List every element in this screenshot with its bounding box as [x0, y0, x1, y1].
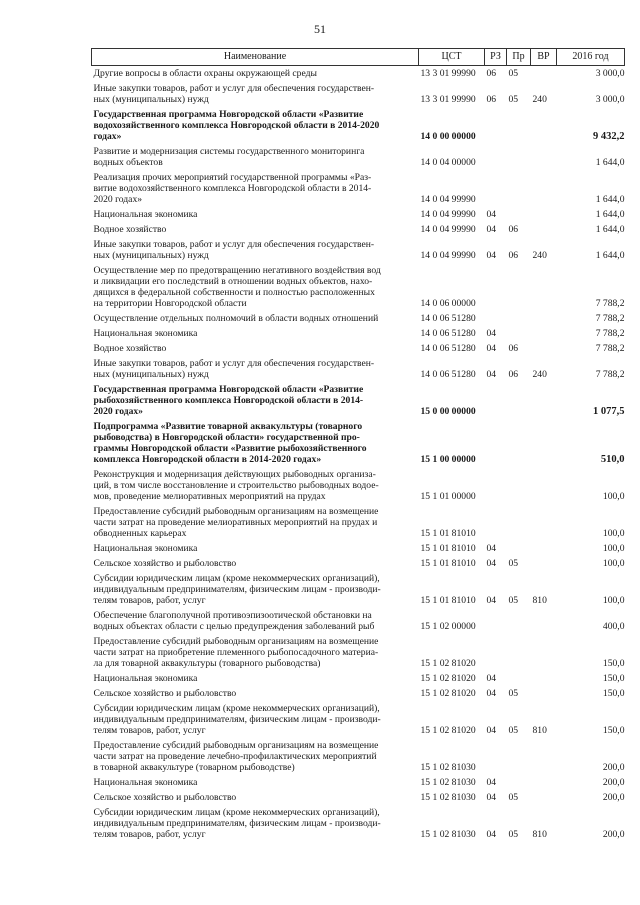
row-name: Государственная программа Новгородской области «Развитие рыбохозяйственного комплекса Новгородской области в 2014- 2020 годах»: [93, 384, 364, 417]
row-pr: [507, 541, 531, 556]
row-name: Государственная программа Новгородской области «Развитие водохозяйственного комплекса Новгородской области в 2014-2020 годах»: [93, 109, 380, 142]
table-row: [92, 326, 625, 341]
row-cst: 15 1 02 81020: [420, 725, 476, 736]
table-row: [92, 144, 625, 170]
row-cst: 14 0 04 00000: [420, 157, 476, 168]
row-pr: [507, 467, 531, 504]
row-cst: 14 0 06 51280: [420, 369, 476, 380]
table-row: [92, 419, 625, 467]
row-rz: [485, 467, 507, 504]
row-cst: 15 0 00 00000: [420, 406, 476, 417]
row-cst: 14 0 00 00000: [420, 131, 476, 142]
row-name: Национальная экономика: [93, 543, 198, 554]
row-name: Предоставление субсидий рыбоводным организациям на возмещение части затрат на проведение мелиоративных мероприятий на прудах и обводненных карьерах: [93, 506, 379, 539]
row-rz: 04: [486, 209, 497, 220]
row-rz: 04: [486, 369, 497, 380]
row-cst: 15 1 02 81030: [420, 792, 476, 803]
row-name: Национальная экономика: [93, 209, 198, 220]
row-amount: 150,0: [602, 658, 625, 669]
row-vr: 240: [532, 94, 547, 105]
row-rz: [485, 263, 507, 311]
row-pr: [507, 738, 531, 775]
row-vr: [531, 263, 557, 311]
row-name: Сельское хозяйство и рыболовство: [93, 558, 237, 569]
row-rz: 04: [486, 595, 497, 606]
table-row: [92, 790, 625, 805]
row-pr: [507, 775, 531, 790]
row-rz: 04: [486, 792, 497, 803]
row-cst: 14 0 04 99990: [420, 250, 476, 261]
row-rz: [485, 738, 507, 775]
row-amount: 150,0: [602, 725, 625, 736]
table-row: [92, 263, 625, 311]
row-amount: 1 644,0: [595, 209, 625, 220]
row-amount: 3 000,0: [595, 94, 625, 105]
row-pr: 05: [508, 792, 519, 803]
row-pr: [507, 263, 531, 311]
row-rz: [485, 107, 507, 144]
row-pr: 05: [508, 94, 519, 105]
row-amount: 1 644,0: [595, 250, 625, 261]
table-row: [92, 382, 625, 419]
row-pr: [507, 671, 531, 686]
row-cst: 15 1 02 81020: [420, 688, 476, 699]
row-vr: [531, 382, 557, 419]
row-rz: 04: [486, 558, 497, 569]
table-row: [92, 107, 625, 144]
row-amount: 100,0: [602, 528, 625, 539]
row-name: Сельское хозяйство и рыболовство: [93, 688, 237, 699]
row-rz: [485, 608, 507, 634]
row-amount: 3 000,0: [595, 68, 625, 79]
row-cst: 15 1 01 81010: [420, 543, 476, 554]
row-amount: 7 788,2: [595, 298, 625, 309]
row-amount: 100,0: [602, 491, 625, 502]
budget-table: [91, 48, 625, 842]
header-pr: Пр: [507, 49, 531, 66]
table-row: [92, 311, 625, 326]
table-row: [92, 237, 625, 263]
row-vr: [531, 107, 557, 144]
row-vr: [531, 311, 557, 326]
row-vr: 240: [532, 250, 547, 261]
row-cst: 13 3 01 99990: [420, 94, 476, 105]
row-pr: 06: [508, 224, 519, 235]
row-rz: 06: [486, 68, 497, 79]
row-rz: [485, 311, 507, 326]
row-name: Иные закупки товаров, работ и услуг для обеспечения государствен- ных (муниципальных) нужд: [93, 83, 375, 105]
row-pr: 05: [508, 688, 519, 699]
row-rz: 04: [486, 250, 497, 261]
row-name: Субсидии юридическим лицам (кроме некоммерческих организаций), индивидуальным предпринимателям, физическим лицам - производи- телям товаров, работ, услуг: [93, 573, 381, 606]
row-vr: [531, 790, 557, 805]
row-amount: 1 644,0: [595, 157, 625, 168]
table-row: [92, 805, 625, 842]
row-pr: 06: [508, 343, 519, 354]
row-rz: 04: [486, 328, 497, 339]
row-name: Национальная экономика: [93, 328, 198, 339]
header-rz: РЗ: [485, 49, 507, 66]
table-row: [92, 356, 625, 382]
row-amount: 7 788,2: [595, 328, 625, 339]
row-name: Субсидии юридическим лицам (кроме некоммерческих организаций), индивидуальным предпринимателям, физическим лицам - производи- телям товаров, работ, услуг: [93, 807, 381, 840]
row-pr: 05: [508, 595, 519, 606]
row-amount: 510,0: [600, 454, 625, 465]
row-name: Национальная экономика: [93, 777, 198, 788]
table-body: [92, 66, 625, 843]
row-pr: [507, 144, 531, 170]
row-rz: 04: [486, 673, 497, 684]
row-vr: [531, 144, 557, 170]
row-name: Иные закупки товаров, работ и услуг для обеспечения государствен- ных (муниципальных) нужд: [93, 358, 375, 380]
row-amount: 7 788,2: [595, 369, 625, 380]
row-vr: [531, 738, 557, 775]
row-vr: [531, 207, 557, 222]
row-vr: [531, 66, 557, 82]
row-pr: [507, 170, 531, 207]
row-vr: [531, 341, 557, 356]
row-vr: [531, 608, 557, 634]
row-amount: 1 644,0: [595, 194, 625, 205]
table-row: [92, 81, 625, 107]
row-amount: 200,0: [602, 792, 625, 803]
row-name: Осуществление отдельных полномочий в области водных отношений: [93, 313, 379, 324]
row-vr: [531, 634, 557, 671]
row-amount: 100,0: [602, 558, 625, 569]
table-header: [92, 49, 625, 66]
row-pr: [507, 382, 531, 419]
page-number: 51: [314, 22, 326, 36]
row-vr: [531, 419, 557, 467]
row-cst: 15 1 02 81030: [420, 829, 476, 840]
row-name: Обеспечение благополучной противоэпизоотической обстановки на водных объектах области с целью предупреждения заболеваний рыб: [93, 610, 375, 632]
row-cst: 15 1 02 81020: [420, 658, 476, 669]
row-cst: 15 1 01 81010: [420, 558, 476, 569]
table-row: [92, 671, 625, 686]
row-rz: [485, 170, 507, 207]
row-cst: 15 1 01 81010: [420, 528, 476, 539]
table-row: [92, 222, 625, 237]
row-name: Водное хозяйство: [93, 224, 167, 235]
row-vr: [531, 671, 557, 686]
row-cst: 15 1 02 81020: [420, 673, 476, 684]
row-amount: 200,0: [602, 777, 625, 788]
row-vr: [531, 504, 557, 541]
row-rz: 04: [486, 725, 497, 736]
row-name: Развитие и модернизация системы государственного мониторинга водных объектов: [93, 146, 365, 168]
row-amount: 200,0: [602, 762, 625, 773]
header-name: Наименование: [92, 49, 419, 66]
table-row: [92, 504, 625, 541]
row-name: Сельское хозяйство и рыболовство: [93, 792, 237, 803]
row-amount: 100,0: [602, 595, 625, 606]
row-name: Реализация прочих мероприятий государственной программы «Раз- витие водохозяйственного комплекса Новгородской области в 2014- 2020 годах»: [93, 172, 372, 205]
row-vr: [531, 775, 557, 790]
table-row: [92, 541, 625, 556]
row-name: Подпрограмма «Развитие товарной аквакультуры (товарного рыбоводства) в Новгородской области» государственной про- граммы Новгородской области «Развитие рыбохозяйственного комплекса Новгородской области в 2014-2020 годах»: [93, 421, 367, 465]
row-vr: [531, 222, 557, 237]
row-rz: 04: [486, 688, 497, 699]
header-vr: ВР: [531, 49, 557, 66]
header-year: 2016 год: [557, 49, 625, 66]
row-cst: 15 1 02 00000: [420, 621, 476, 632]
row-pr: [507, 419, 531, 467]
row-name: Субсидии юридическим лицам (кроме некоммерческих организаций), индивидуальным предпринимателям, физическим лицам - производи- телям товаров, работ, услуг: [93, 703, 381, 736]
row-name: Национальная экономика: [93, 673, 198, 684]
row-rz: 06: [486, 94, 497, 105]
row-cst: 15 1 00 00000: [420, 454, 476, 465]
row-rz: [485, 634, 507, 671]
row-amount: 200,0: [602, 829, 625, 840]
row-rz: 04: [486, 777, 497, 788]
row-amount: 150,0: [602, 673, 625, 684]
row-cst: 14 0 06 00000: [420, 298, 476, 309]
row-rz: 04: [486, 343, 497, 354]
row-pr: 05: [508, 68, 519, 79]
row-cst: 15 1 02 81030: [420, 777, 476, 788]
table-row: [92, 467, 625, 504]
row-vr: [531, 556, 557, 571]
row-pr: 05: [508, 558, 519, 569]
table-row: [92, 701, 625, 738]
row-vr: [531, 467, 557, 504]
row-cst: 14 0 06 51280: [420, 313, 476, 324]
row-cst: 13 3 01 99990: [420, 68, 476, 79]
row-pr: [507, 504, 531, 541]
table-row: [92, 170, 625, 207]
row-amount: 100,0: [602, 543, 625, 554]
row-pr: [507, 207, 531, 222]
table-row: [92, 634, 625, 671]
row-amount: 400,0: [602, 621, 625, 632]
row-vr: 240: [532, 369, 547, 380]
row-rz: [485, 419, 507, 467]
row-cst: 14 0 04 99990: [420, 194, 476, 205]
row-pr: [507, 326, 531, 341]
row-rz: [485, 382, 507, 419]
row-vr: [531, 541, 557, 556]
row-amount: 150,0: [602, 688, 625, 699]
table-row: [92, 207, 625, 222]
table-row: [92, 775, 625, 790]
row-cst: 15 1 02 81030: [420, 762, 476, 773]
row-vr: [531, 326, 557, 341]
table-row: [92, 686, 625, 701]
row-name: Осуществление мер по предотвращению негативного воздействия вод и ликвидации его последствий в отношении водных объектов, нахо- дящихся в федеральной собственности и полностью расположенных на территории Новгородской области: [93, 265, 381, 309]
table-row: [92, 341, 625, 356]
table-row: [92, 608, 625, 634]
row-pr: 06: [508, 250, 519, 261]
row-vr: 810: [532, 829, 547, 840]
row-name: Реконструкция и модернизация действующих рыбоводных организа- ций, в том числе восстановление и строительство рыбоводных водое- мов, проведение мелиоративных мероприятий на прудах: [93, 469, 379, 502]
row-amount: 1 644,0: [595, 224, 625, 235]
row-vr: [531, 170, 557, 207]
row-pr: [507, 107, 531, 144]
row-name: Иные закупки товаров, работ и услуг для обеспечения государствен- ных (муниципальных) нужд: [93, 239, 375, 261]
row-cst: 14 0 04 99990: [420, 224, 476, 235]
row-amount: 1 077,5: [593, 406, 625, 417]
row-cst: 15 1 01 81010: [420, 595, 476, 606]
row-pr: 05: [508, 725, 519, 736]
row-pr: [507, 608, 531, 634]
row-name: Предоставление субсидий рыбоводным организациям на возмещение части затрат на приобретение племенного рыбопосадочного материа- ла для товарной аквакультуры (товарного рыбоводства): [93, 636, 379, 669]
row-amount: 7 788,2: [595, 343, 625, 354]
row-cst: 14 0 06 51280: [420, 343, 476, 354]
row-pr: 05: [508, 829, 519, 840]
table-row: [92, 571, 625, 608]
row-amount: 9 432,2: [593, 131, 625, 142]
row-vr: [531, 686, 557, 701]
row-rz: [485, 504, 507, 541]
table-row: [92, 66, 625, 82]
row-vr: 810: [532, 595, 547, 606]
row-cst: 14 0 06 51280: [420, 328, 476, 339]
row-pr: [507, 311, 531, 326]
row-name: Предоставление субсидий рыбоводным организациям на возмещение части затрат на проведение лечебно-профилактических мероприятий в товарной аквакультуре (товарном рыбоводстве): [93, 740, 379, 773]
row-rz: 04: [486, 543, 497, 554]
row-name: Другие вопросы в области охраны окружающей среды: [93, 68, 317, 79]
table-row: [92, 738, 625, 775]
header-cst: ЦСТ: [419, 49, 485, 66]
row-cst: 15 1 01 00000: [420, 491, 476, 502]
row-rz: 04: [486, 829, 497, 840]
row-pr: [507, 634, 531, 671]
row-vr: 810: [532, 725, 547, 736]
row-amount: 7 788,2: [595, 313, 625, 324]
row-cst: 14 0 04 99990: [420, 209, 476, 220]
row-rz: [485, 144, 507, 170]
table-row: [92, 556, 625, 571]
row-name: Водное хозяйство: [93, 343, 167, 354]
row-rz: 04: [486, 224, 497, 235]
row-pr: 06: [508, 369, 519, 380]
